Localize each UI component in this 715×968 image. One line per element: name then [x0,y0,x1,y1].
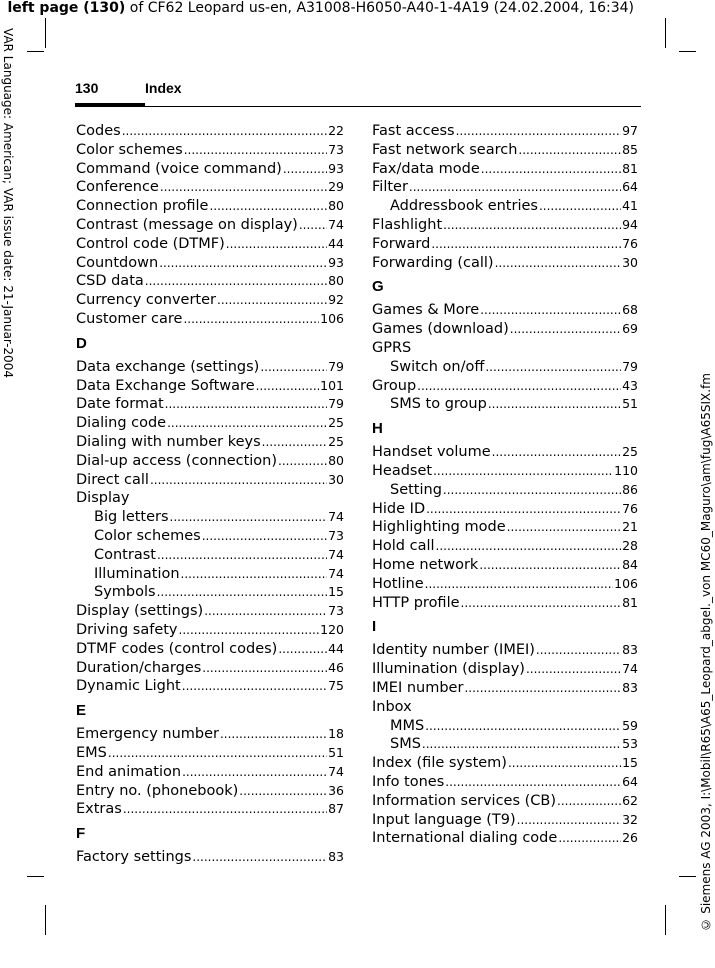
entry-label: Handset volume [372,444,491,461]
index-letter-heading: D [76,334,87,352]
entry-page-number: 69 [622,321,638,337]
index-entry [76,395,344,414]
entry-page-number: 76 [622,500,638,516]
index-entry [76,782,344,801]
index-entry [372,679,638,698]
dot-leader [239,782,327,801]
index-subentry [76,546,344,565]
crop-mark [27,876,44,877]
index-column-right [372,122,638,848]
entry-label: Conference [76,179,159,196]
entry-label: CSD data [76,273,144,290]
dot-leader [157,546,327,565]
entry-label: Color schemes [94,527,201,544]
entry-label: Countdown [76,254,159,271]
crop-mark [45,18,46,48]
dot-leader [461,594,622,613]
entry-page-number: 28 [622,538,638,554]
dot-leader [183,310,319,329]
dot-leader [123,800,327,819]
entry-page-number: 18 [328,726,344,742]
entry-page-number: 94 [622,216,638,232]
index-entry [372,829,638,848]
index-entry [372,141,638,160]
index-group-label: Display [76,490,130,507]
entry-label: Games (download) [372,321,509,338]
entry-page-number: 41 [622,198,638,214]
entry-page-number: 80 [328,198,344,214]
index-entry [372,216,638,235]
index-subentry [372,358,638,377]
entry-page-number: 53 [622,736,638,752]
entry-page-number: 26 [622,830,638,846]
entry-label: Codes [76,123,121,139]
entry-label: Color schemes [76,141,183,158]
index-entry [76,254,344,273]
index-letter-heading: G [372,278,384,296]
entry-page-number: 30 [328,471,344,487]
entry-label: EMS [76,744,107,761]
dot-leader [299,216,327,235]
crop-mark [665,18,666,48]
entry-page-number: 93 [328,254,344,270]
crop-mark [679,51,696,52]
entry-page-number: 62 [622,792,638,808]
entry-label: Hide ID [372,500,426,517]
entry-label: Extras [76,801,122,818]
entry-label: Control code (DTMF) [76,235,225,252]
entry-page-number: 81 [622,594,638,610]
dot-leader [108,744,327,763]
entry-page-number: 74 [328,565,344,581]
index-entry [372,518,638,537]
entry-page-number: 64 [622,179,638,195]
entry-label: MMS [390,717,425,734]
dot-leader [217,291,327,310]
crop-mark [45,905,46,935]
dot-leader [184,141,327,160]
entry-page-number: 46 [328,659,344,675]
entry-label: Symbols [94,584,156,601]
index-entry [76,621,344,640]
index-entry [372,500,638,519]
index-entry [76,358,344,377]
entry-page-number: 80 [328,273,344,289]
entry-label: Data exchange (settings) [76,358,260,375]
entry-page-number: 120 [320,621,344,637]
entry-page-number: 74 [328,216,344,232]
entry-label: Contrast (message on display) [76,216,298,233]
entry-label: Dynamic Light [76,678,181,695]
entry-page-number: 83 [622,642,638,658]
page-title: Index [145,80,182,96]
dot-leader [481,160,621,179]
index-entry [76,659,344,678]
crop-mark [679,876,696,877]
index-subentry [372,395,638,414]
index-entry [76,848,344,867]
entry-label: Big letters [94,509,169,526]
dot-leader [283,160,327,179]
dot-leader [510,320,621,339]
index-entry [76,725,344,744]
entry-page-number: 73 [328,527,344,543]
entry-label: Flashlight [372,216,443,233]
entry-page-number: 81 [622,160,638,176]
dot-leader [495,254,622,273]
entry-label: Direct call [76,471,149,488]
entry-page-number: 44 [328,235,344,251]
dot-leader [256,377,320,396]
dot-leader [425,717,621,736]
index-subentry [76,565,344,584]
index-entry [372,754,638,773]
index-entry [76,272,344,291]
dot-leader [182,677,327,696]
entry-label: IMEI number [372,679,464,696]
dot-leader [159,254,327,273]
entry-label: Dialing with number keys [76,433,261,450]
dot-leader [526,660,621,679]
dot-leader [426,500,621,519]
dot-leader [220,725,327,744]
entry-page-number: 36 [328,782,344,798]
dot-leader [445,773,621,792]
entry-label: HTTP profile [372,594,460,611]
entry-page-number: 79 [328,358,344,374]
entry-page-number: 21 [622,519,638,535]
index-group-label: Inbox [372,698,412,715]
entry-label: Dial-up access (connection) [76,452,278,469]
dot-leader [436,537,622,556]
dot-leader [485,358,621,377]
index-entry [372,792,638,811]
entry-label: Setting [390,481,442,498]
index-entry [76,235,344,254]
entry-page-number: 59 [622,717,638,733]
dot-leader [507,518,621,537]
entry-label: Filter [372,179,408,196]
entry-label: Entry no. (phonebook) [76,782,239,799]
entry-label: Driving safety [76,621,178,638]
entry-label: Contrast [94,546,156,563]
entry-page-number: 83 [622,679,638,695]
entry-page-number: 101 [320,377,344,393]
entry-label: Highlighting mode [372,519,506,536]
index-entry [372,254,638,273]
entry-label: Home network [372,556,479,573]
index-entry [76,800,344,819]
index-entry [372,443,638,462]
entry-page-number: 80 [328,452,344,468]
index-entry [372,575,638,594]
index-entry [76,377,344,396]
entry-page-number: 86 [622,481,638,497]
entry-page-number: 93 [328,160,344,176]
dot-leader [202,659,327,678]
print-header-page: left page (130) [7,0,126,16]
dot-leader [517,811,621,830]
entry-label: SMS [390,736,421,753]
dot-leader [456,122,621,141]
index-entry [76,197,344,216]
dot-leader [170,508,328,527]
dot-leader [204,602,327,621]
dot-leader [417,377,621,396]
entry-label: International dialing code [372,830,558,847]
index-entry [76,433,344,452]
entry-page-number: 25 [328,433,344,449]
entry-label: Factory settings [76,849,192,866]
dot-leader [157,583,328,602]
index-entry [76,122,344,141]
crop-mark [665,905,666,935]
index-subentry [76,583,344,602]
dot-leader [182,763,327,782]
index-entry [372,773,638,792]
index-entry [76,677,344,696]
entry-page-number: 73 [328,603,344,619]
entry-label: Group [372,377,417,394]
entry-label: Display (settings) [76,603,204,620]
dot-leader [167,414,327,433]
index-entry [76,141,344,160]
entry-label: DTMF codes (control codes) [76,640,278,657]
entry-label: Headset [372,462,433,479]
entry-page-number: 83 [328,849,344,865]
entry-page-number: 43 [622,377,638,393]
entry-label: SMS to group [390,396,487,413]
index-column-left [76,122,344,867]
entry-label: Addressbook entries [390,198,538,215]
crop-mark [27,51,44,52]
index-entry [76,310,344,329]
index-entry [76,414,344,433]
entry-page-number: 110 [614,462,638,478]
index-entry [372,556,638,575]
entry-label: Info tones [372,773,445,790]
entry-label: Currency converter [76,292,217,309]
entry-page-number: 74 [328,763,344,779]
dot-leader [557,792,621,811]
entry-page-number: 75 [328,678,344,694]
index-entry [372,301,638,320]
dot-leader [425,575,614,594]
entry-label: Input language (T9) [372,811,516,828]
entry-label: Information services (CB) [372,792,557,809]
page-number: 130 [75,80,99,96]
entry-label: Emergency number [76,726,219,743]
entry-label: End animation [76,763,182,780]
entry-page-number: 51 [622,396,638,412]
index-entry [372,178,638,197]
entry-label: Duration/charges [76,659,202,676]
dot-leader [492,443,621,462]
index-entry [372,641,638,660]
index-subentry [372,197,638,216]
dot-leader [422,735,621,754]
index-entry [372,594,638,613]
dot-leader [539,197,621,216]
dot-leader [433,462,613,481]
dot-leader [443,216,621,235]
entry-page-number: 25 [622,444,638,460]
index-entry [372,537,638,556]
index-entry [372,122,638,141]
dot-leader [160,178,327,197]
dot-leader [508,754,621,773]
entry-page-number: 85 [622,141,638,157]
index-entry [76,602,344,621]
entry-page-number: 76 [622,235,638,251]
index-entry [76,178,344,197]
entry-label: Switch on/off [390,358,485,375]
entry-label: Customer care [76,310,183,327]
entry-page-number: 15 [622,755,638,771]
entry-label: Dialing code [76,415,167,432]
dot-leader [409,178,621,197]
dot-leader [262,433,327,452]
print-header-info: of CF62 Leopard us-en, A31008-H6050-A40-1-4A19 (24.02.2004, 16:34) [125,0,634,16]
index-entry [372,462,638,481]
entry-label: Illumination [94,565,180,582]
entry-label: Forwarding (call) [372,254,494,271]
dot-leader [479,556,621,575]
dot-leader [464,679,621,698]
index-subentry [372,481,638,500]
entry-page-number: 79 [622,358,638,374]
entry-page-number: 74 [328,509,344,525]
index-entry [76,291,344,310]
entry-label: Data Exchange Software [76,377,255,394]
index-entry [372,235,638,254]
dot-leader [558,829,621,848]
entry-label: Fast network search [372,141,518,158]
entry-label: Games & More [372,302,480,319]
index-entry [372,160,638,179]
dot-leader [122,122,327,141]
index-entry [76,216,344,235]
index-entry [76,160,344,179]
index-entry [76,452,344,471]
index-entry [76,471,344,490]
entry-label: Date format [76,396,164,413]
entry-page-number: 68 [622,302,638,318]
entry-label: Hotline [372,575,424,592]
entry-label: Fast access [372,123,455,139]
entry-page-number: 79 [328,396,344,412]
entry-page-number: 84 [622,556,638,572]
dot-leader [179,621,320,640]
index-letter-heading: F [76,825,86,843]
entry-page-number: 25 [328,415,344,431]
entry-page-number: 92 [328,292,344,308]
index-letter-heading: H [372,420,383,438]
header-rule [75,106,641,107]
index-subentry [372,717,638,736]
dot-leader [518,141,621,160]
entry-page-number: 29 [328,179,344,195]
dot-leader [150,471,327,490]
dot-leader [165,395,327,414]
entry-label: Index (file system) [372,755,507,772]
index-group-label: GPRS [372,339,412,356]
index-entry [372,320,638,339]
entry-page-number: 32 [622,811,638,827]
dot-leader [488,395,621,414]
dot-leader [209,197,327,216]
entry-page-number: 97 [622,123,638,138]
index-letter-heading: E [76,702,87,720]
entry-page-number: 51 [328,744,344,760]
entry-label: Identity number (IMEI) [372,642,535,659]
entry-page-number: 73 [328,141,344,157]
index-entry [372,811,638,830]
dot-leader [278,640,327,659]
print-header [7,0,634,16]
dot-leader [278,452,327,471]
index-entry [372,377,638,396]
entry-page-number: 22 [328,123,344,138]
index-entry [76,640,344,659]
entry-page-number: 106 [614,575,638,591]
dot-leader [480,301,621,320]
dot-leader [202,527,327,546]
entry-label: Fax/data mode [372,160,480,177]
index-letter-heading: I [372,618,377,636]
entry-page-number: 15 [328,584,344,600]
entry-page-number: 74 [328,546,344,562]
index-subentry [76,508,344,527]
side-note-left: VAR Language: American; VAR issue date: 21-Januar-2004 [1,28,15,378]
entry-page-number: 30 [622,254,638,270]
entry-label: Forward [372,235,431,252]
dot-leader [226,235,327,254]
index-entry [76,763,344,782]
dot-leader [145,272,327,291]
dot-leader [431,235,621,254]
dot-leader [536,641,621,660]
dot-leader [443,481,621,500]
entry-page-number: 87 [328,801,344,817]
dot-leader [192,848,327,867]
index-entry [372,660,638,679]
entry-page-number: 64 [622,773,638,789]
index-subentry [76,527,344,546]
entry-page-number: 44 [328,640,344,656]
entry-label: Command (voice command) [76,160,282,177]
dot-leader [181,565,328,584]
side-note-right: © Siemens AG 2003, I:\Mobil\R65\A65_Leopard_abgel._von MC60_Maguro\am\fug\A65SIX.fm [699,373,713,932]
entry-page-number: 74 [622,661,638,677]
entry-label: Illumination (display) [372,661,525,678]
entry-label: Hold call [372,538,435,555]
dot-leader [260,358,327,377]
entry-label: Connection profile [76,198,209,215]
index-entry [76,744,344,763]
index-subentry [372,735,638,754]
entry-page-number: 106 [320,310,344,326]
